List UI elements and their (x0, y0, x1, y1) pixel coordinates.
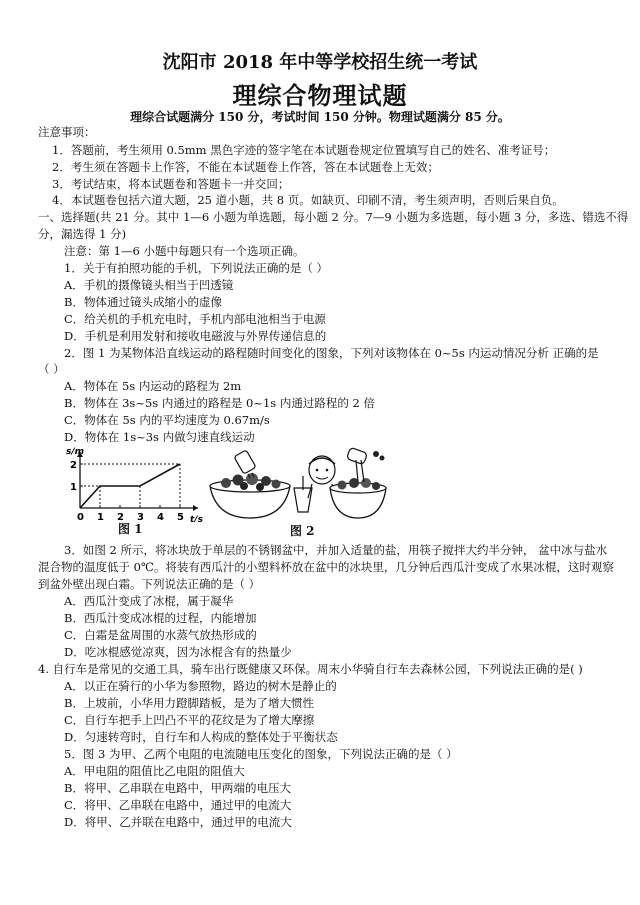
salt-shaker (234, 450, 256, 478)
q3-stem-line1: 3．如图 2 所示，将冰块放于单层的不锈钢盆中，并加入适量的盐，用筷子搅拌大约半分钟， 盆中冰与盐水 (64, 543, 608, 557)
q4-option-c: C．自行车把手上凹凸不平的花纹是为了增大摩擦 (64, 713, 315, 727)
notice-heading: 注意事项： (38, 125, 96, 139)
q4-stem: 4. 自行车是常见的交通工具，骑车出行既健康又环保。周末小华骑自行车去森林公园，下列说法正确的是( ) (38, 662, 583, 676)
q1-stem: 1．关于有拍照功能的手机，下列说法正确的是（ ） (64, 261, 328, 275)
q4-option-b: B．上坡前，小华用力蹬脚踏板，是为了增大惯性 (64, 696, 314, 710)
x-tick-label: 4 (157, 512, 164, 522)
q5-stem: 5．图 3 为甲、乙两个电阻的电流随电压变化的图象，下列说法正确的是（ ） (64, 747, 458, 761)
q5-option-a: A．甲电阻的阻值比乙电阻的阻值大 (64, 764, 245, 778)
subject-title: 理综合物理试题 (232, 81, 408, 110)
q1-option-b: B．物体通过镜头成缩小的虚像 (64, 295, 222, 309)
q4-option-d: D．匀速转弯时，自行车和人构成的整体处于平衡状态 (64, 730, 338, 744)
x-tick-label: 5 (177, 512, 184, 522)
steel-bowl-right (330, 478, 386, 518)
figure-1-st-graph (58, 444, 208, 522)
q3-option-a: A．西瓜汁变成了冰棍，属于凝华 (64, 594, 234, 608)
x-tick-label: 1 (97, 512, 104, 522)
notice-item: 3．考试结束，将本试题卷和答题卡一并交回； (52, 177, 290, 191)
figure-2-label: 图 2 (290, 524, 315, 538)
q1-option-a: A．手机的摄像镜头相当于凹透镜 (64, 278, 234, 292)
q4-option-a: A．以正在骑行的小华为参照物，路边的树木是静止的 (64, 679, 337, 693)
x-tick-label: 2 (117, 512, 124, 522)
q5-option-c: C．将甲、乙串联在电路中，通过甲的电流大 (64, 798, 292, 812)
exam-title: 沈阳市 2018 年中等学校招生统一考试 (162, 52, 478, 73)
notice-item: 2．考生须在答题卡上作答，不能在本试题卷上作答，答在本试题卷上无效； (52, 160, 439, 174)
y-tick-label: 1 (70, 482, 77, 493)
y-axis-label: s/m (66, 447, 85, 457)
q3-stem-line2: 混合物的温度低于 0℃。将装有西瓜汁的小塑料杯放在盆中的冰块里，几分钟后西瓜汁变成了水果冰棍，这时观察 (38, 560, 614, 574)
q5-option-d: D．将甲、乙并联在电路中，通过甲的电流大 (64, 815, 292, 829)
score-note: 理综合试题满分 150 分，考试时间 150 分钟。物理试题满分 85 分。 (130, 110, 510, 124)
figure-1-label: 图 1 (118, 522, 143, 536)
notice-item: 1．答题前，考生须用 0.5mm 黑色字迹的签字笔在本试题卷规定位置填写自己的姓名、准考证号； (52, 143, 556, 157)
q1-option-c: C．给关机的手机充电时，手机内部电池相当于电源 (64, 312, 326, 326)
notice-item: 4．本试题卷包括六道大题，25 道小题，共 8 页。如缺页、印刷不清，考生须声明，否则后果自负。 (52, 193, 564, 207)
q2-option-d: D．物体在 1s~3s 内做匀速直线运动 (64, 430, 255, 444)
q3-option-c: C．白霜是盆周围的水蒸气放热形成的 (64, 628, 257, 642)
section-note: 注意：第 1—6 小题中每题只有一个选项正确。 (64, 244, 305, 258)
q3-option-b: B．西瓜汁变成冰棍的过程，内能增加 (64, 611, 257, 625)
q2-stem: 2．图 1 为某物体沿直线运动的路程随时间变化的图象，下列对该物体在 0~5s 内运动情况分析 正确的是 (64, 346, 599, 360)
q2-option-c: C．物体在 5s 内的平均速度为 0.67m/s (64, 413, 270, 427)
steel-bowl-left (210, 473, 290, 518)
q2-option-a: A．物体在 5s 内运动的路程为 2m (64, 379, 242, 393)
q1-option-d: D．手机是利用发射和接收电磁波与外界传递信息的 (64, 329, 327, 343)
hand-with-chopsticks (346, 447, 384, 482)
y-tick-label: 2 (70, 460, 77, 471)
section-heading: 一、选择题(共 21 分。其中 1—6 小题为单选题，每小题 2 分。7—9 小题为多选题，每小题 3 分，多选、错选不得 (38, 210, 629, 224)
x-tick-label: 3 (137, 512, 144, 522)
q3-option-d: D．吃冰棍感觉凉爽，因为冰棍含有的热量少 (64, 645, 292, 659)
q2-stem-cont: （ ） (38, 362, 65, 376)
section-heading-cont: 分，漏选得 1 分) (38, 227, 127, 241)
series-line (80, 464, 180, 508)
figure-2-illustration (208, 446, 388, 522)
x-axis-label: t/s (190, 515, 203, 522)
x-tick-label: 0 (77, 512, 84, 522)
q5-option-b: B．将甲、乙串联在电路中，甲两端的电压大 (64, 781, 291, 795)
q3-stem-line3: 到盆外壁出现白霜。下列说法正确的是（ ） (38, 577, 261, 591)
q2-option-b: B．物体在 3s~5s 内通过的路程是 0~1s 内通过路程的 2 倍 (64, 396, 375, 410)
x-axis-arrow (193, 505, 198, 511)
